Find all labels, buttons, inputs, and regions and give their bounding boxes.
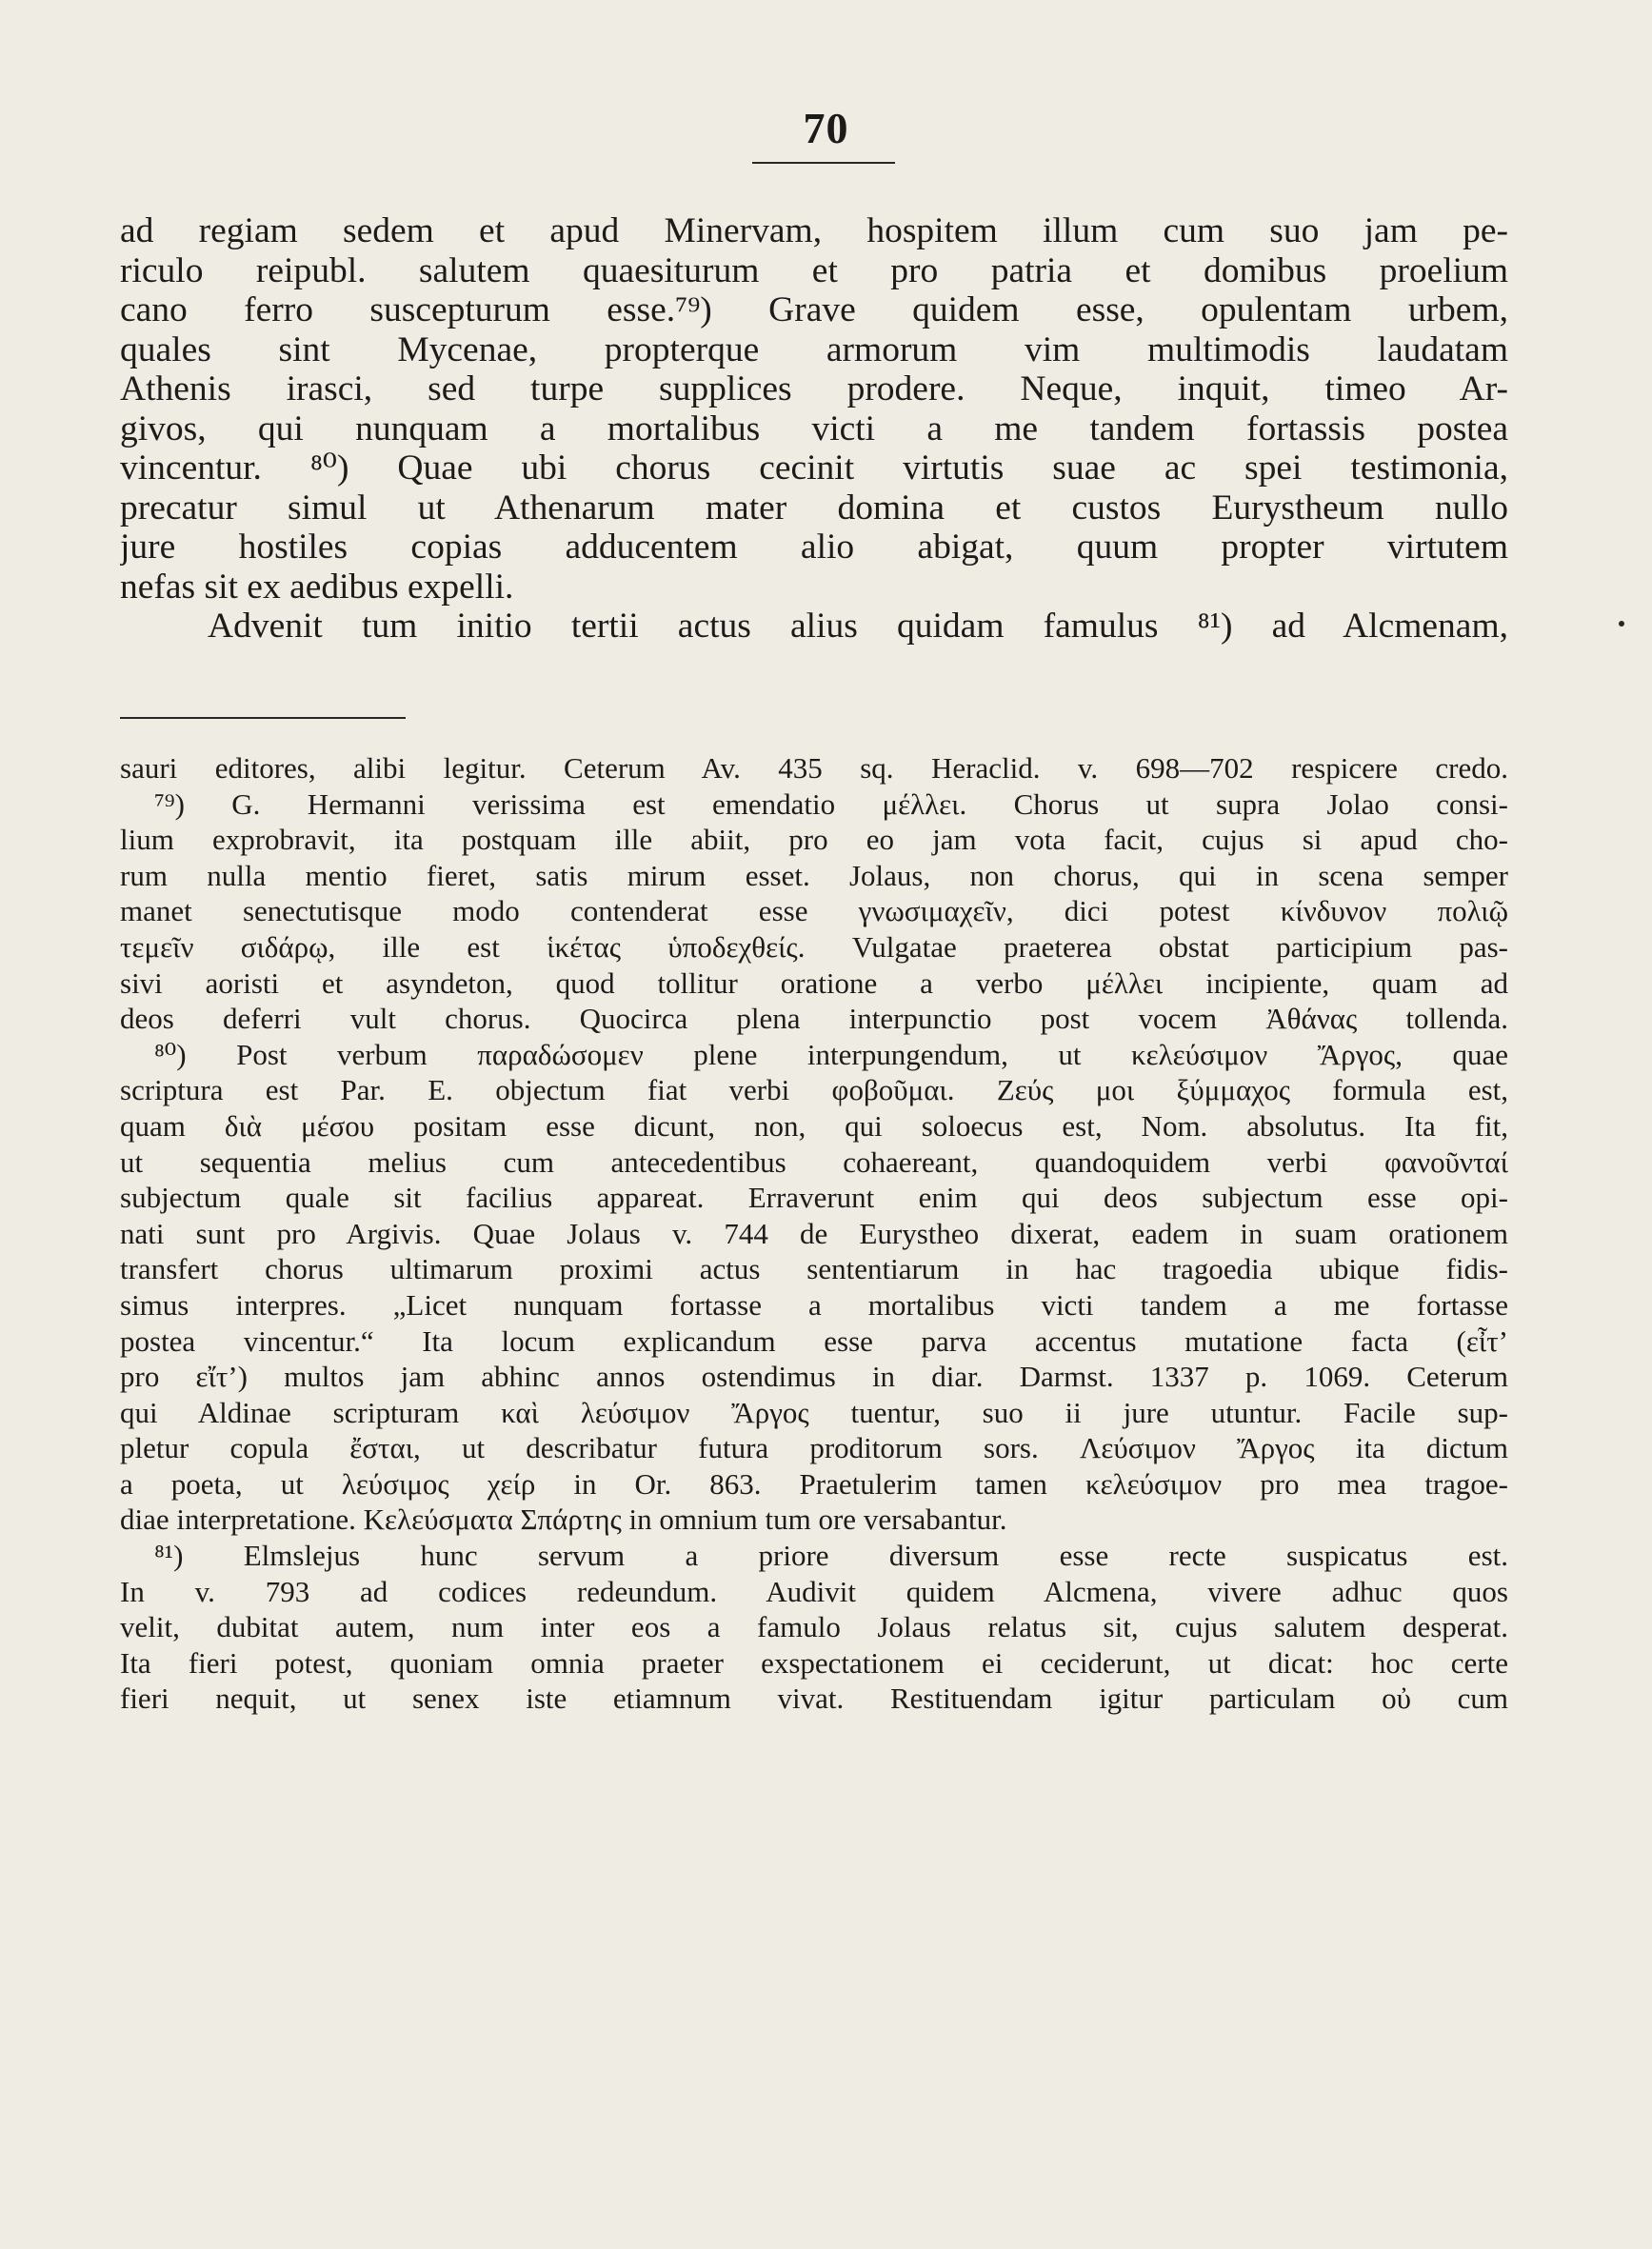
main-text-line: ad regiam sedem et apud Minervam, hospitem illum cum suo jam pe- xyxy=(120,211,1508,250)
footnote-line: fieri nequit, ut senex iste etiamnum vivat. Restituendam igitur particulam οὐ cum xyxy=(120,1682,1508,1716)
footnote-line: sivi aoristi et asyndeton, quod tollitur oratione a verbo μέλλει incipiente, quam ad xyxy=(120,965,1508,1000)
main-text-line: Advenit tum initio tertii actus alius quidam famulus ⁸¹) ad Alcmenam, xyxy=(208,607,1508,646)
main-text-line: quales sint Mycenae, propterque armorum vim multimodis laudatam xyxy=(120,329,1508,369)
main-text-line: jure hostiles copias adducentem alio abigat, quum propter virtutem xyxy=(120,527,1508,567)
footnote-line: pro εἴτ’) multos jam abhinc annos ostendimus in diar. Darmst. 1337 p. 1069. Ceterum xyxy=(120,1360,1508,1394)
footnote-line: simus interpres. „Licet nunquam fortasse a mortalibus victi tandem a me fortasse xyxy=(120,1287,1508,1322)
page-number-rule xyxy=(752,162,895,164)
main-text-line: vincentur. ⁸⁰) Quae ubi chorus cecinit virtutis suae ac spei testimonia, xyxy=(120,448,1508,488)
main-text-line: Athenis irasci, sed turpe supplices prodere. Neque, inquit, timeo Ar- xyxy=(120,369,1508,408)
footnote-line: ⁸¹) Elmslejus hunc servum a priore diversum esse recte suspicatus est. xyxy=(154,1539,1508,1573)
main-text xyxy=(120,211,1508,647)
main-text-line: precatur simul ut Athenarum mater domina et custos Eurystheum nullo xyxy=(120,488,1508,527)
main-text-line: riculo reipubl. salutem quaesiturum et pro patria et domibus proelium xyxy=(120,250,1508,290)
footnote-line: lium exprobravit, ita postquam ille abiit, pro eo jam vota facit, cujus si apud cho- xyxy=(120,823,1508,857)
footnote-line: velit, dubitat autem, num inter eos a famulo Jolaus relatus sit, cujus salutem desperat. xyxy=(120,1610,1508,1644)
footnote-line: sauri editores, alibi legitur. Ceterum Av. 435 sq. Heraclid. v. 698—702 respicere credo. xyxy=(120,751,1508,785)
page-number: 70 xyxy=(803,104,849,152)
main-text-line: givos, qui nunquam a mortalibus victi a me tandem fortassis postea xyxy=(120,408,1508,448)
footnote-line: pletur copula ἔσται, ut describatur futura proditorum sors. Λεύσιμον Ἄργος ita dictum xyxy=(120,1431,1508,1465)
main-text-line: nefas sit ex aedibus expelli. xyxy=(120,567,514,607)
footnote-line: In v. 793 ad codices redeundum. Audivit quidem Alcmena, vivere adhuc quos xyxy=(120,1574,1508,1608)
main-text-line: cano ferro suscepturum esse.⁷⁹) Grave quidem esse, opulentam urbem, xyxy=(120,290,1508,329)
footnote-line: scriptura est Par. E. objectum fiat verbi φοβοῦμαι. Ζεύς μοι ξύμμαχος formula est, xyxy=(120,1073,1508,1107)
footnote-line: a poeta, ut λεύσιμος χείρ in Or. 863. Praetulerim tamen κελεύσιμον pro mea tragoe- xyxy=(120,1466,1508,1501)
footnote-line: quam διὰ μέσου positam esse dicunt, non, qui soloecus est, Nom. absolutus. Ita fit, xyxy=(120,1108,1508,1143)
footnote-line: Ita fieri potest, quoniam omnia praeter exspectationem ei ceciderunt, ut dicat: hoc certe xyxy=(120,1645,1508,1680)
footnote-line: diae interpretatione. Κελεύσματα Σπάρτης in omnium tum ore versabantur. xyxy=(120,1503,1007,1537)
footnotes xyxy=(120,750,1508,1717)
footnote-line: ut sequentia melius cum antecedentibus cohaereant, quandoquidem verbi φανοῦνταί xyxy=(120,1144,1508,1179)
page-speck xyxy=(1619,621,1624,627)
footnote-separator xyxy=(120,717,406,719)
footnote-line: postea vincentur.“ Ita locum explicandum esse parva accentus mutatione facta (εἶτ’ xyxy=(120,1324,1508,1358)
footnote-line: subjectum quale sit facilius appareat. Erraverunt enim qui deos subjectum esse opi- xyxy=(120,1181,1508,1215)
footnote-line: ⁸⁰) Post verbum παραδώσομεν plene interpungendum, ut κελεύσιμον Ἄργος, quae xyxy=(154,1037,1508,1071)
footnote-line: manet senectutisque modo contenderat esse γνωσιμαχεῖν, dici potest κίνδυνον πολιῷ xyxy=(120,894,1508,928)
footnote-line: deos deferri vult chorus. Quocirca plena interpunctio post vocem Ἀθάνας tollenda. xyxy=(120,1002,1508,1036)
footnote-line: τεμεῖν σιδάρῳ, ille est ἱκέτας ὑποδεχθείς. Vulgatae praeterea obstat participium pas- xyxy=(120,929,1508,964)
footnote-line: nati sunt pro Argivis. Quae Jolaus v. 744 de Eurystheo dixerat, eadem in suam orationem xyxy=(120,1216,1508,1250)
footnote-line: qui Aldinae scripturam καὶ λεύσιμον Ἄργος tuentur, suo ii jure utuntur. Facile sup- xyxy=(120,1395,1508,1429)
footnote-line: rum nulla mentio fieret, satis mirum esset. Jolaus, non chorus, qui in scena semper xyxy=(120,858,1508,892)
footnote-line: ⁷⁹) G. Hermanni verissima est emendatio μέλλει. Chorus ut supra Jolao consi- xyxy=(154,786,1508,821)
footnote-line: transfert chorus ultimarum proximi actus sententiarum in hac tragoedia ubique fidis- xyxy=(120,1252,1508,1286)
